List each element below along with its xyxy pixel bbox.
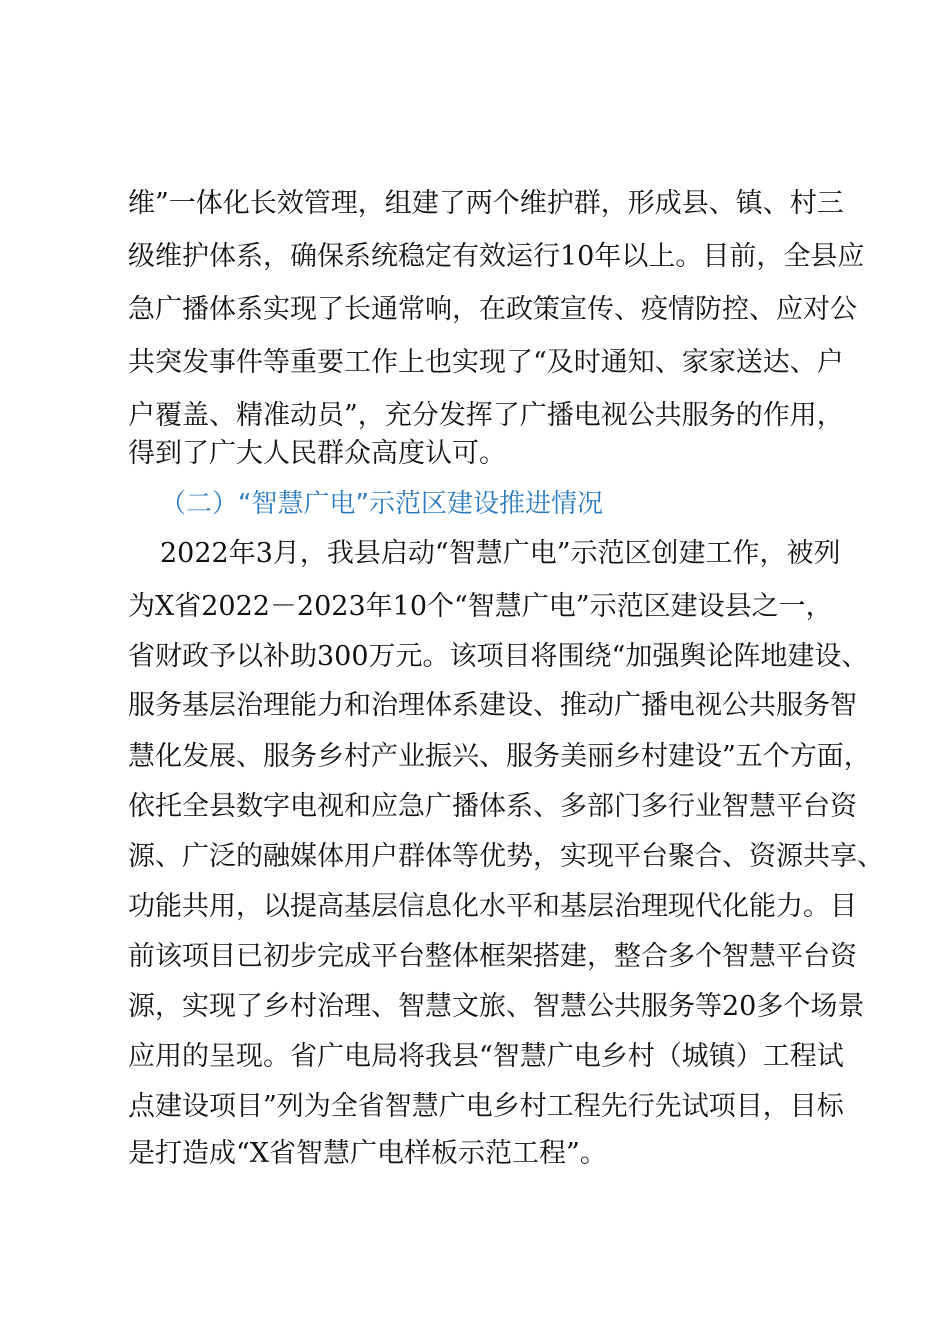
paragraph-1-line-4: 共突发事件等重要工作上也实现了“及时通知、家家送达、户 <box>128 347 844 378</box>
paragraph-2-line-6: 依托全县数字电视和应急广播体系、多部门多行业智慧平台资 <box>128 791 857 822</box>
paragraph-2-line-13: 是打造成“X省智慧广电样板示范工程”。 <box>128 1138 607 1169</box>
paragraph-1-line-1: 维”一体化长效管理，组建了两个维护群，形成县、镇、村三 <box>128 188 844 219</box>
paragraph-1-line-6: 得到了广大人民群众高度认可。 <box>128 438 506 469</box>
paragraph-2-line-11: 应用的呈现。省广电局将我县“智慧广电乡村（城镇）工程试 <box>128 1041 844 1072</box>
paragraph-2-line-5: 慧化发展、服务乡村产业振兴、服务美丽乡村建设”五个方面， <box>128 741 871 772</box>
section-heading: （二）“智慧广电”示范区建设推进情况 <box>160 489 603 519</box>
paragraph-2-line-10: 源，实现了乡村治理、智慧文旅、智慧公共服务等20多个场景 <box>128 991 865 1022</box>
paragraph-2-line-12: 点建设项目”列为全省智慧广电乡村工程先行先试项目，目标 <box>128 1091 844 1122</box>
paragraph-2-line-7: 源、广泛的融媒体用户群体等优势，实现平台聚合、资源共享、 <box>128 841 884 872</box>
paragraph-2-line-4: 服务基层治理能力和治理体系建设、推动广播电视公共服务智 <box>128 690 857 721</box>
paragraph-2-line-9: 前该项目已初步完成平台整体框架搭建，整合多个智慧平台资 <box>128 941 857 972</box>
paragraph-1-line-2: 级维护体系，确保系统稳定有效运行10年以上。目前，全县应 <box>128 241 865 272</box>
paragraph-1-line-3: 急广播体系实现了长通常响，在政策宣传、疫情防控、应对公 <box>128 294 857 325</box>
paragraph-2-line-2: 为X省2022－2023年10个“智慧广电”示范区建设县之一， <box>128 591 833 622</box>
paragraph-2-line-8: 功能共用，以提高基层信息化水平和基层治理现代化能力。目 <box>128 891 857 922</box>
paragraph-2-line-3: 省财政予以补助300万元。该项目将围绕“加强舆论阵地建设、 <box>128 641 869 672</box>
paragraph-1-line-5: 户覆盖、精准动员”，充分发挥了广播电视公共服务的作用， <box>128 400 844 431</box>
paragraph-2-line-1: 2022年3月，我县启动“智慧广电”示范区创建工作，被列 <box>160 538 841 569</box>
